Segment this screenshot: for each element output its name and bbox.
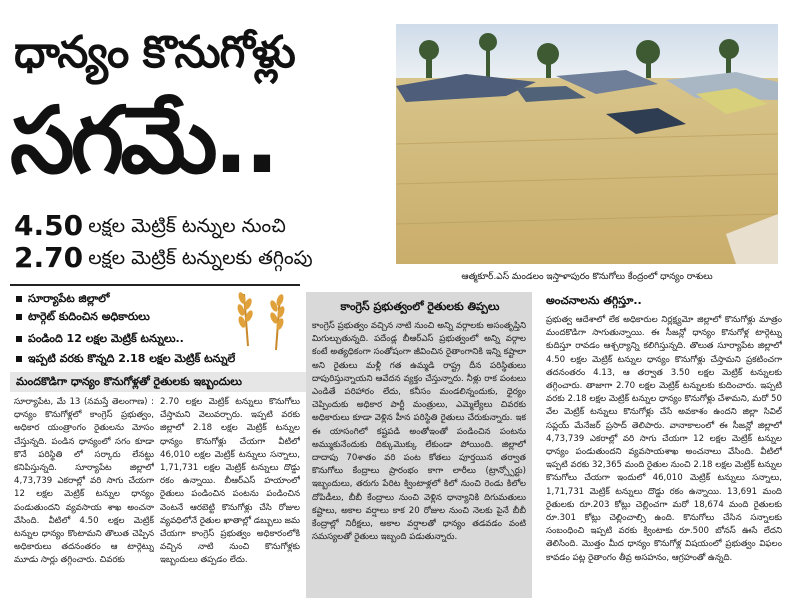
article-column-1: సూర్యాపేట, మే 13 (నమస్తే తెలంగాణ) : ధాన్యం కొనుగోళ్లలో కాంగ్రెస్ ప్రభుత్వం, అధికార యంత్రాంగం రైతులను మోసం చేస్తున్నది. పండిన ధాన్యంలో సగం కూడా కొనే పరిస్థితి లో సర్కారు లేనట్టు కనిపిస్తున్నది. సూర్యాపేట జిల్లాలో 4,73,739 ఎకరాల్లో వరి సాగు చేయగా 12 లక్షల మెట్రిక్ టన్నుల ధాన్యం పండుతుందని వ్యవసాయ శాఖ అంచనా వేసింది. వీటిలో 4.50 లక్షల మెట్రిక్ టన్నుల ధాన్యం కొంటామని తొలుత చెప్పిన అధికారులు తదనంతరం ఆ టార్గెట్ను మూడు సార్లు తగ్గించారు. చివరకు [14, 397, 154, 566]
photo-caption: ఆత్మకూర్.ఎస్ మండలం ఇస్తాళాపురం కొనుగోలు కేంద్రంలో ధాన్యం రాశులు [461, 272, 713, 282]
article-column-4: ప్రభుత్వ ఆదేశాలో లేక అధికారుల నిర్లక్ష్యమో జిల్లాలో కొనుగోళ్లు మాత్రం మందకొడిగా సాగుతున్నాయి. ఈ సీజన్లో ధాన్యం కొనుగోళ్ల టార్గెట్ను కుదిస్తూ రావడం ఆశ్చర్యాన్ని కలిగిస్తున్నది. తొలుత సూర్యాపేట జిల్లాలో 4.50 లక్షల మెట్రిక్ టన్నుల ధాన్యం కొనుగోళ్లు చేస్తామని ప్రకటించగా తదనంతరం 4.13, ఆ తర్వాత 3.50 లక్షల మెట్రిక్ టన్నులకు తగ్గించారు. తాజాగా 2.70 లక్షల మెట్రిక్ టన్నులకు కుదించారు. ఇప్పటి వరకు 2.18 లక్షల మెట్రిక్ టన్నుల ధాన్యం కొనుగోళ్లు చేశామని, మరో 50 వేల మెట్రిక్ టన్నులు కొనుగోళ్లు చేసే అవకాశం ఉందని జిల్లా సివిల్ సప్లయ్ మేనేజర్ ప్రసాద్ తెలిపారు. వానాకాలంలో ఈ సీజన్లో జిల్లాలో 4,73,739 ఎకరాల్లో వరి సాగు చేయగా 12 లక్షల మెట్రిక్ టన్నుల ధాన్యం పండుతుందని వ్యవసాయశాఖ అంచనాలు వేసింది. వీటిలో ఇప్పటి వరకు 32,365 మంది రైతుల నుంచి 2.18 లక్షల మెట్రిక్ టన్నుల కొనుగోలు చేయగా ఇందులో 46,010 మెట్రిక్ టన్నులు సన్నాలు, 1,71,731 మెట్రిక్ టన్నులు దొడ్డు రకం ఉన్నాయి. 13,691 మంది రైతులకు రూ.203 కోట్లు చెల్లించగా మరో 18,674 మంది రైతులకు రూ.301 కోట్లు చెల్లించాల్సి ఉంది. కొనుగోలు చేసిన సన్నాలకు సంబంధించి ఇప్పటి వరకు క్వింటాకు రూ.500 బోనస్ ఊసే లేదని తెలిసింది. మొత్తం మీద ధాన్యం కొనుగోళ్ల విషయంలో ప్రభుత్వం విఫలం కావడం పట్ల రైతాంగం తీవ్ర అసహనం, ఆగ్రహంతో ఉన్నది. [546, 315, 782, 563]
wheat-icon [222, 284, 298, 354]
stat-1-text: లక్షల మెట్రిక్ టన్నుల నుంచి [88, 215, 286, 237]
stat-line-1 [14, 210, 394, 242]
stat-2-number: 2.70 [14, 241, 84, 274]
highlight-3: పండింది 12 లక్షల మెట్రిక్ టన్నులు.. [16, 330, 316, 348]
column-4-heading: అంచనాలను తగ్గిస్తూ.. [546, 294, 642, 307]
stat-2-text: లక్షల మెట్రిక్ టన్నులకు తగ్గింపు [88, 247, 313, 269]
sidebar-text: కాంగ్రెస్ ప్రభుత్వం వచ్చిన నాటి నుంచి అన్ని వర్గాలకు అసంతృప్తిని మిగుల్చుతున్నది. పదేండ్ల బీఆర్ఎస్ ప్రభుత్వంలో అన్ని వర్గాల కంటే అత్యధికంగా సంతోషంగా జీవించిన రైతాంగానికి ఇన్ని కష్టాలా అని రైతులు మళ్లీ గత ఉమ్మడి రాష్ట్ర దీన పరిస్థితులు దాపురిస్తున్నాయని ఆవేదన వ్యక్తం చేస్తున్నారు. నీళ్లు రాక పంటలు ఎండితే పరిహారం లేదు, కనీసం మండలిన్నందుకు, ధైర్యం చెప్పిందుకు అధికార పార్టీ మంత్రులు, ఎమ్మెల్యేలు చివరకు అధికారులు కూడా వెళ్లిన హీన పరిస్థితి రైతులు చేరుకున్నారు. ఇక ఈ యాసంగిలో కష్టపడి అంతోఇంతో పండించిన పంటను అమ్ముకునేందుకు దిక్కుమొక్కు లేకుండా పోయింది. జిల్లాలో దాదాపు 70శాతం వరి పంట కోతలు పూర్తయిన తర్వాత కొనుగోలు కేంద్రాలు ప్రారంభం కాగా లారీలు (ట్రాన్స్పోర్టు) ఇబ్బందులు, తరుగు పేరిట క్వింటాళ్లలో కిలో నుంచి రెండు కిలోల దోపిడీలు, బీబీ కేంద్రాలు నుంచి వెళ్లిన ధాన్యానికి దిగుమతులు కష్టాలు, అకాల వర్షాలు కాక 20 రోజుల నుంచి నెలకు పైనే బీబీ కేంద్రాల్లో నిరీక్షలు, అకాల వర్షాలతో ధాన్యం తడవడం వంటి సమస్యలతో రైతులు ఇబ్బంది పడుతున్నారు. [312, 321, 526, 543]
highlight-1: సూర్యాపేట జిల్లాలో [16, 290, 316, 308]
stat-1-number: 4.50 [14, 209, 84, 242]
article-column-2: 2.70 లక్షల మెట్రిక్ టన్నులు కొనుగోలు చేస్తామని వెలువర్చారు. ఇప్పటి వరకు జిల్లాలో 2.18 లక్షల మెట్రిక్ టన్నుల ధాన్యం కొనుగోళ్లు చేయగా వీటిలో 46,010 లక్షల మెట్రిక్ టన్నులు సన్నాలు, 1,71,731 లక్షల మెట్రిక్ టన్నులు దొడ్డు రకం ఉన్నాయి. బీఆర్ఎస్ హయాంలో రైతులు పండించిన పంటను పండించిన వెంటనే ఆరబెట్టి కొనుగోళ్లు చేసి రోజుల వ్యవధిలోనే రైతుల ఖాతాల్లో డబ్బులు జమ చేయగా కాంగ్రెస్ ప్రభుత్వం అధికారంలోకి వచ్చిన నాటి నుంచి కొనుగోళ్లకు ఇబ్బందులు తప్పడం లేదు. [160, 397, 300, 566]
headline-line-2: సగమే.. [10, 87, 276, 194]
stat-line-2 [14, 242, 394, 274]
headline-line-1: ధాన్యం కొనుగోళ్లు [14, 27, 295, 78]
photo-illustration [396, 24, 778, 264]
highlight-5-bar: మందకొడిగా ధాన్యం కొనుగోళ్లతో రైతులకు ఇబ్బందులు [10, 372, 306, 392]
highlight-4: ఇప్పటి వరకు కొన్నది 2.18 లక్షల మెట్రిక్ టన్నులే [16, 350, 316, 368]
highlight-2: టార్గెట్ కుదించిన అధికారులు [16, 308, 316, 326]
sidebar-heading: కాంగ్రెస్ ప్రభుత్వంలో రైతులకు తిప్పలు [340, 300, 500, 313]
grain-drying-photo [396, 24, 778, 264]
